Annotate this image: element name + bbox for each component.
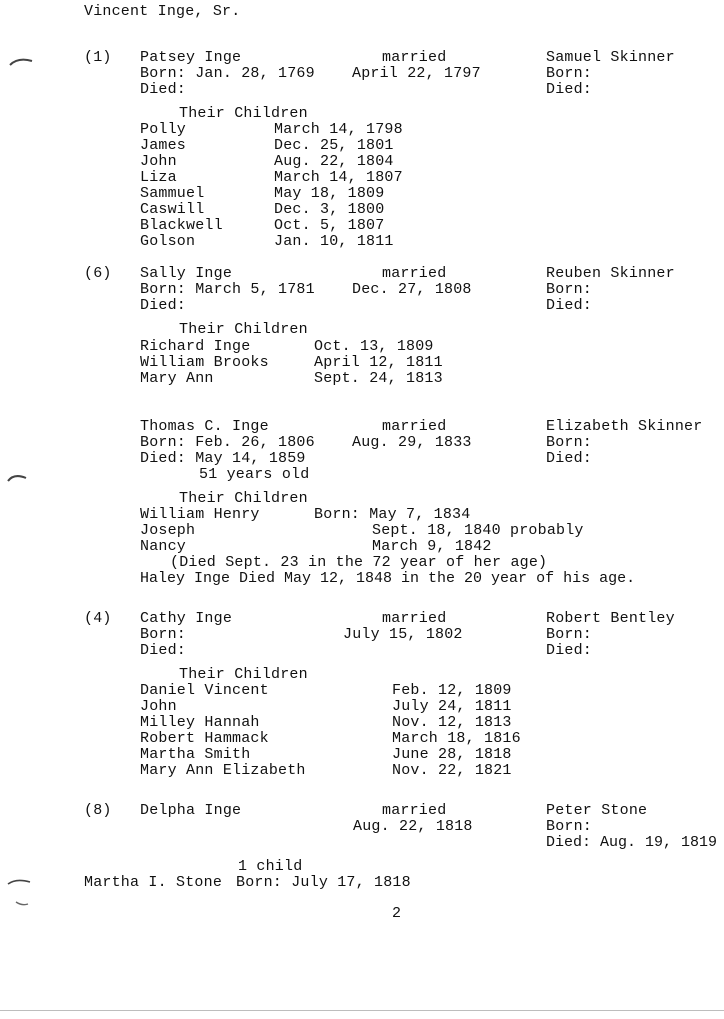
person-died: Died: [140,642,187,659]
person-name: Patsey Inge [140,49,242,66]
person-name: Cathy Inge [140,610,233,627]
person-born: Born: Jan. 28, 1769 [140,65,315,82]
spouse-name: Elizabeth Skinner [546,418,703,435]
married-date: July 15, 1802 [343,626,463,643]
family-number: (6) [84,265,112,282]
person-born: Born: Feb. 26, 1806 [140,434,315,451]
child-name: William Brooks [140,354,269,371]
child-name: Martha Smith [140,746,251,763]
child-date: Born: May 7, 1834 [314,506,471,523]
child-date: June 28, 1818 [392,746,512,763]
child-date: Sept. 24, 1813 [314,370,443,387]
child-name: Golson [140,233,196,250]
child-date: Feb. 12, 1809 [392,682,512,699]
page-number: 2 [392,905,402,922]
child-name: Martha I. Stone [84,874,223,891]
family-number: (1) [84,49,112,66]
child-name: James [140,137,187,154]
person-died: Died: [140,81,187,98]
child-date: March 18, 1816 [392,730,521,747]
person-died: Died: [140,297,187,314]
children-heading: Their Children [179,105,308,122]
person-born: Born: March 5, 1781 [140,281,315,298]
child-date: Dec. 25, 1801 [274,137,394,154]
child-date: Nov. 12, 1813 [392,714,512,731]
child-name: Joseph [140,522,196,539]
married-date: Aug. 22, 1818 [353,818,473,835]
death-note: (Died Sept. 23 in the 72 year of her age) [170,554,548,571]
child-name: Richard Inge [140,338,251,355]
married-date: April 22, 1797 [352,65,481,82]
spouse-died: Died: [546,450,593,467]
child-date: Dec. 3, 1800 [274,201,385,218]
spouse-born: Born: [546,434,593,451]
child-name: Mary Ann Elizabeth [140,762,306,779]
child-date: April 12, 1811 [314,354,443,371]
person-name: Delpha Inge [140,802,242,819]
child-date: Oct. 13, 1809 [314,338,434,355]
person-name: Sally Inge [140,265,233,282]
person-name: Thomas C. Inge [140,418,269,435]
children-heading: Their Children [179,490,308,507]
child-date: Born: July 17, 1818 [236,874,411,891]
spouse-died: Died: [546,297,593,314]
page-header: Vincent Inge, Sr. [84,3,241,20]
spouse-name: Reuben Skinner [546,265,675,282]
child-date: Jan. 10, 1811 [274,233,394,250]
child-date: March 14, 1807 [274,169,403,186]
spouse-born: Born: [546,281,593,298]
spouse-died: Died: [546,81,593,98]
child-name: Nancy [140,538,187,555]
spouse-name: Robert Bentley [546,610,675,627]
spouse-died: Died: Aug. 19, 1819 [546,834,718,851]
binder-mark [6,876,32,886]
married-label: married [382,418,447,435]
child-name: Caswill [140,201,205,218]
child-date: July 24, 1811 [392,698,512,715]
child-name: Blackwell [140,217,223,234]
spouse-born: Born: [546,626,593,643]
family-number: (8) [84,802,112,819]
married-label: married [382,610,447,627]
child-date: Oct. 5, 1807 [274,217,385,234]
married-date: Aug. 29, 1833 [352,434,472,451]
child-name: William Henry [140,506,260,523]
child-name: Milley Hannah [140,714,260,731]
person-died: Died: May 14, 1859 [140,450,306,467]
age-note: 51 years old [199,466,310,483]
spouse-name: Samuel Skinner [546,49,675,66]
children-heading: 1 child [238,858,303,875]
child-name: John [140,698,177,715]
child-name: Polly [140,121,187,138]
child-name: John [140,153,177,170]
child-date: March 14, 1798 [274,121,403,138]
person-born: Born: [140,626,187,643]
child-date: Aug. 22, 1804 [274,153,394,170]
spouse-born: Born: [546,818,593,835]
child-name: Mary Ann [140,370,214,387]
married-date: Dec. 27, 1808 [352,281,472,298]
binder-mark [6,472,32,482]
married-label: married [382,265,447,282]
death-note: Haley Inge Died May 12, 1848 in the 20 year of his age. [140,570,636,587]
child-name: Liza [140,169,177,186]
binder-mark [14,898,40,908]
child-date: May 18, 1809 [274,185,385,202]
spouse-died: Died: [546,642,593,659]
family-number: (4) [84,610,112,627]
children-heading: Their Children [179,321,308,338]
page-bottom-edge [0,1010,724,1011]
child-name: Sammuel [140,185,205,202]
child-date: Sept. 18, 1840 probably [372,522,584,539]
spouse-name: Peter Stone [546,802,648,819]
children-heading: Their Children [179,666,308,683]
married-label: married [382,802,447,819]
binder-mark [8,57,34,67]
child-name: Robert Hammack [140,730,269,747]
married-label: married [382,49,447,66]
spouse-born: Born: [546,65,593,82]
child-name: Daniel Vincent [140,682,269,699]
child-date: Nov. 22, 1821 [392,762,512,779]
child-date: March 9, 1842 [372,538,492,555]
